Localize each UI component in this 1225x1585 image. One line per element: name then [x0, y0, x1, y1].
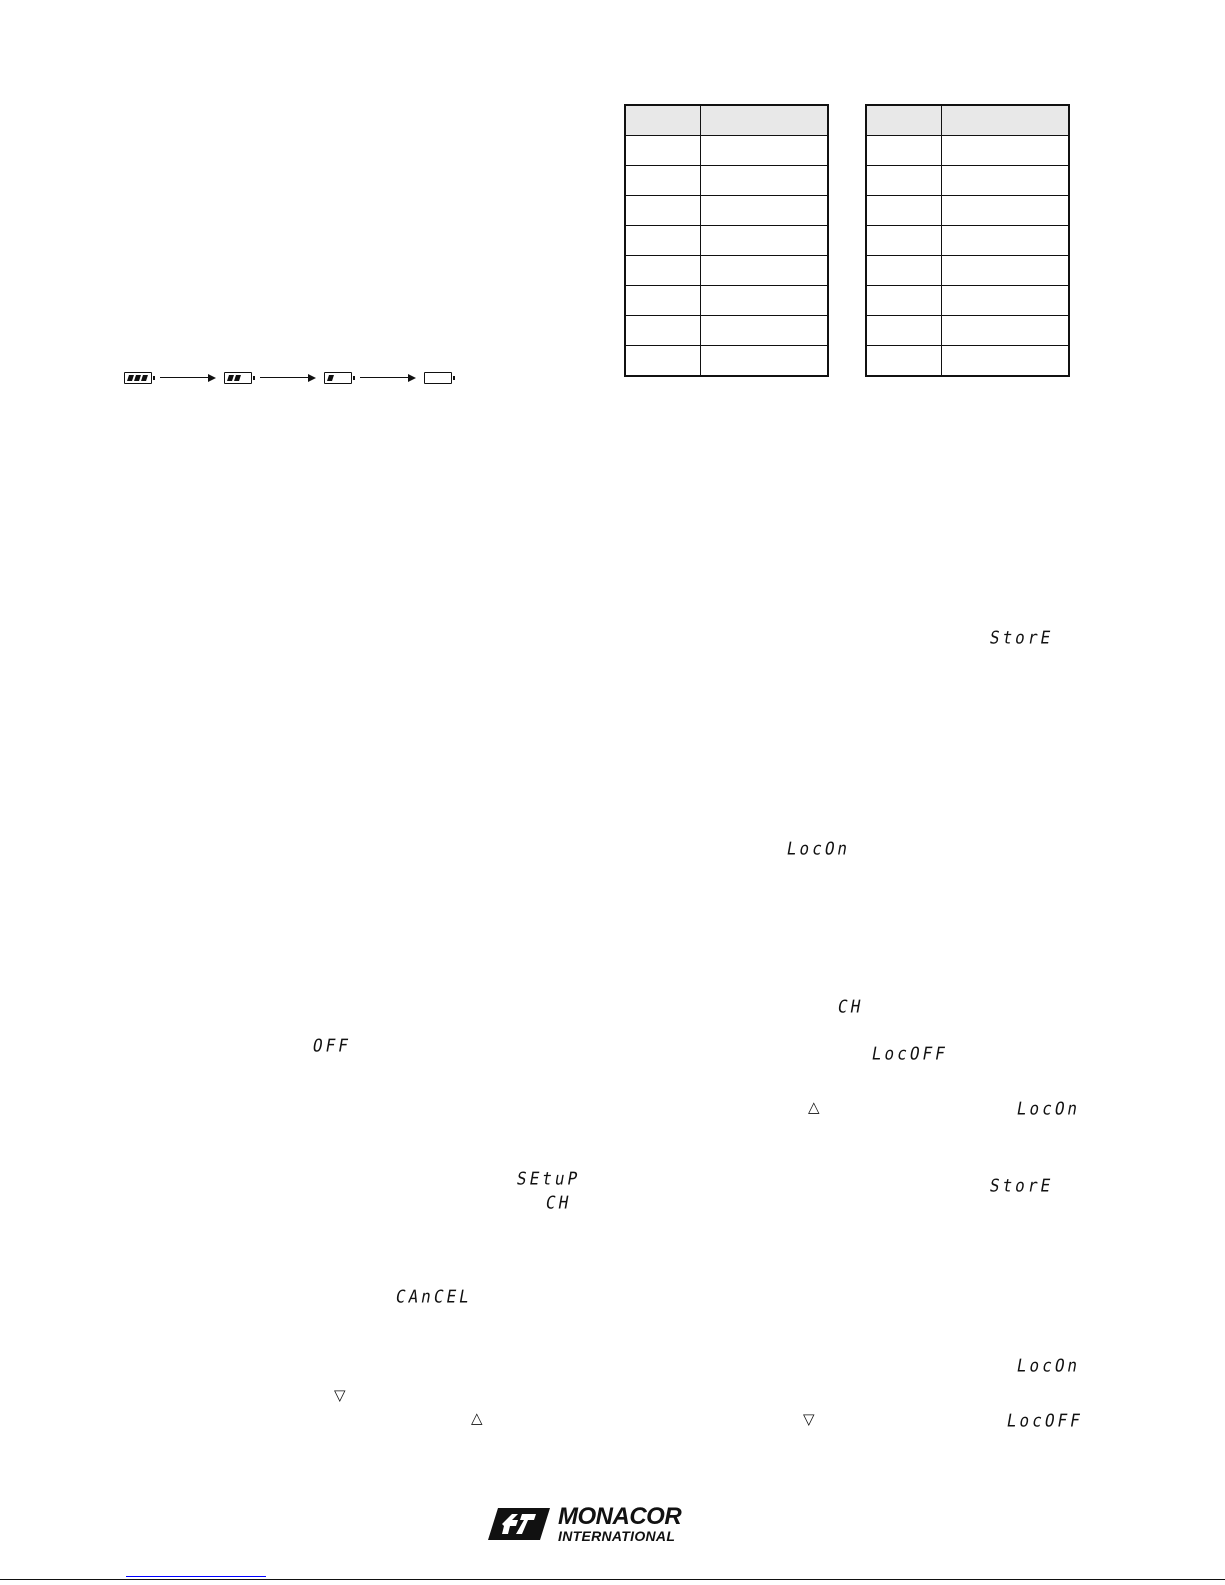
table-row [866, 226, 1069, 256]
table-cell [701, 346, 829, 377]
table-cell [625, 226, 701, 256]
table-row [866, 256, 1069, 286]
table-cell [942, 136, 1070, 166]
display-locon: LocOn [785, 838, 853, 859]
table-cell [625, 256, 701, 286]
logo-name: MONACOR [558, 1503, 682, 1530]
display-off: OFF [311, 1035, 353, 1056]
table-cell [942, 226, 1070, 256]
monacor-logo-mark-icon [488, 1506, 552, 1542]
table-cell [942, 286, 1070, 316]
table-cell [866, 226, 942, 256]
table-cell [625, 196, 701, 226]
table-cell [942, 316, 1070, 346]
table-row [866, 196, 1069, 226]
battery-two-thirds-icon [224, 372, 252, 384]
blank-table-right [865, 104, 1070, 377]
table-cell [625, 286, 701, 316]
display-ch: CH [544, 1192, 574, 1213]
table-row [625, 316, 828, 346]
battery-full-icon [124, 372, 152, 384]
table-row [625, 226, 828, 256]
arrow-right-icon [260, 372, 316, 384]
table-cell [701, 136, 829, 166]
battery-empty-icon [424, 372, 452, 384]
table-row [866, 316, 1069, 346]
down-triangle-icon: ▽ [334, 1386, 346, 1404]
table-cell [625, 166, 701, 196]
table-cell [625, 346, 701, 377]
display-store: StorE [988, 1175, 1056, 1196]
display-ch: CH [836, 996, 866, 1017]
table-cell [942, 166, 1070, 196]
table-cell [866, 166, 942, 196]
footer-link-underline[interactable] [126, 1576, 266, 1577]
table-row [625, 346, 828, 377]
table-cell [701, 286, 829, 316]
display-store: StorE [988, 627, 1056, 648]
display-cancel: CAnCEL [394, 1286, 474, 1307]
arrow-right-icon [360, 372, 416, 384]
up-triangle-icon: △ [471, 1409, 483, 1427]
display-locon: LocOn [1015, 1098, 1083, 1119]
display-locoff: LocOFF [1005, 1410, 1085, 1431]
table-row [625, 286, 828, 316]
table-row [625, 256, 828, 286]
monacor-logo [488, 1505, 681, 1543]
logo-subtitle: INTERNATIONAL [558, 1528, 676, 1544]
down-triangle-icon: ▽ [803, 1410, 815, 1428]
table-cell [866, 286, 942, 316]
table-cell [701, 196, 829, 226]
table-cell [866, 346, 942, 377]
table-header-row [866, 105, 1069, 136]
table-row [625, 166, 828, 196]
table-cell [701, 256, 829, 286]
table-cell [866, 256, 942, 286]
blank-table-left [624, 104, 829, 377]
table-row [625, 136, 828, 166]
table-cell [625, 136, 701, 166]
table-row [866, 286, 1069, 316]
table-row [625, 196, 828, 226]
display-locon: LocOn [1015, 1355, 1083, 1376]
up-triangle-icon: △ [808, 1098, 820, 1116]
table-row [866, 166, 1069, 196]
arrow-right-icon [160, 372, 216, 384]
table-cell [942, 196, 1070, 226]
table-cell [866, 196, 942, 226]
table-row [866, 136, 1069, 166]
table-header-row [625, 105, 828, 136]
footer-divider [0, 1579, 1225, 1580]
battery-one-third-icon [324, 372, 352, 384]
table-cell [625, 316, 701, 346]
display-locoff: LocOFF [870, 1043, 950, 1064]
table-row [866, 346, 1069, 377]
battery-status-sequence [124, 372, 452, 384]
table-cell [942, 346, 1070, 377]
table-cell [701, 226, 829, 256]
display-setup: SEtuP [515, 1168, 583, 1189]
table-cell [701, 316, 829, 346]
table-cell [942, 256, 1070, 286]
table-cell [701, 166, 829, 196]
table-cell [866, 316, 942, 346]
table-cell [866, 136, 942, 166]
